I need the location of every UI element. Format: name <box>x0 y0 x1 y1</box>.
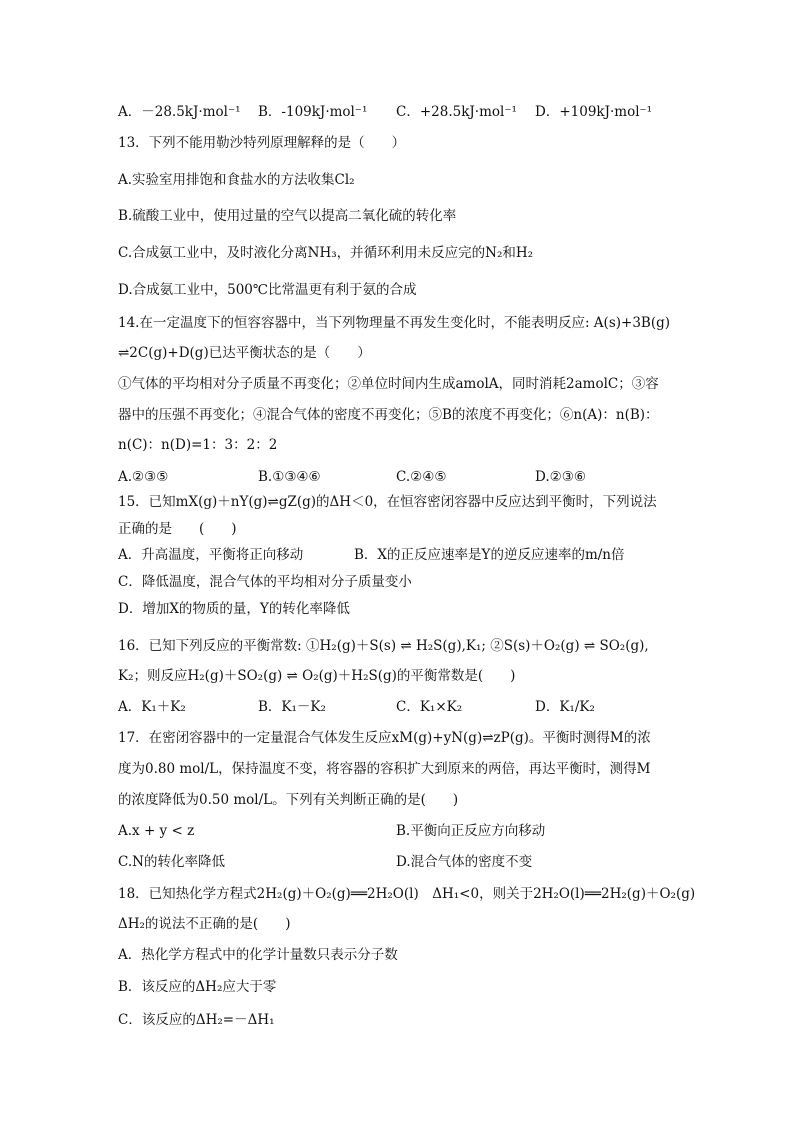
q13-option-b: B.硫酸工业中，使用过量的空气以提高二氧化硫的转化率 <box>118 208 457 224</box>
q16-stem-line-2: K₂；则反应H₂(g)＋SO₂(g) ⇌ O₂(g)＋H₂S(g)的平衡常数是( ) <box>118 668 516 684</box>
q16-option-b: B．K₁－K₂ <box>258 699 326 715</box>
q13-option-d: D.合成氨工业中，500℃比常温更有利于氨的合成 <box>118 282 417 298</box>
q15-option-d: D．增加X的物质的量，Y的转化率降低 <box>118 601 350 617</box>
q16-option-c: C．K₁×K₂ <box>396 699 463 715</box>
q14-option-a: A.②③⑤ <box>118 469 169 485</box>
q12-option-b: B．-109kJ·mol⁻¹ <box>258 104 368 120</box>
q18-stem-line-1: 18．已知热化学方程式2H₂(g)＋O₂(g)══2H₂O(l) ΔH₁<0，则关于2H₂O(l)══2H₂(g)＋O₂(g) <box>118 886 696 902</box>
q16-option-a: A．K₁＋K₂ <box>118 699 186 715</box>
q14-body-line-2: 器中的压强不再变化；④混合气体的密度不再变化；⑤B的浓度不再变化；⑥n(A)：n(B)： <box>118 407 659 423</box>
q14-option-d: D.②③⑥ <box>535 469 586 485</box>
q14-option-b: B.①③④⑥ <box>258 469 321 485</box>
q12-option-d: D．+109kJ·mol⁻¹ <box>535 104 653 120</box>
q15-option-a: A．升高温度，平衡将正向移动 <box>118 547 304 563</box>
q13-stem: 13．下列不能用勒沙特列原理解释的是（ ） <box>118 135 406 151</box>
q17-option-a: A.x + y < z <box>118 823 195 839</box>
q13-option-a: A.实验室用排饱和食盐水的方法收集Cl₂ <box>118 172 355 188</box>
q14-stem-line-1: 14.在一定温度下的恒容容器中，当下列物理量不再发生变化时，不能表明反应: A(s)+3B(g) <box>118 315 671 331</box>
q17-option-d: D.混合气体的密度不变 <box>396 854 533 870</box>
q17-option-b: B.平衡向正反应方向移动 <box>396 823 546 839</box>
q17-option-c: C.N的转化率降低 <box>118 854 225 870</box>
q15-option-c: C．降低温度，混合气体的平均相对分子质量变小 <box>118 574 412 590</box>
q16-option-d: D．K₁/K₂ <box>535 699 595 715</box>
q15-option-b: B．X的正反应速率是Y的逆反应速率的m/n倍 <box>354 547 625 563</box>
q17-stem-line-2: 度为0.80 mol/L，保持温度不变，将容器的容积扩大到原来的两倍，再达平衡时，测得M <box>118 761 651 777</box>
q15-stem-line-2: 正确的是 ( ) <box>118 521 237 537</box>
q18-option-b: B．该反应的ΔH₂应大于零 <box>118 979 277 995</box>
q15-stem-line-1: 15．已知mX(g)＋nY(g)⇌gZ(g)的ΔH＜0，在恒容密闭容器中反应达到平衡时，下列说法 <box>118 494 657 510</box>
q16-stem-line-1: 16．已知下列反应的平衡常数: ①H₂(g)＋S(s) ⇌ H₂S(g),K₁; ②S(s)＋O₂(g) ⇌ SO₂(g), <box>118 638 649 654</box>
q13-option-c: C.合成氨工业中，及时液化分离NH₃，并循环利用未反应完的N₂和H₂ <box>118 245 534 261</box>
q12-option-a: A．－28.5kJ·mol⁻¹ <box>118 104 241 120</box>
q14-stem-line-2: ⇌2C(g)+D(g)已达平衡状态的是（ ） <box>118 345 371 361</box>
q18-option-c: C．该反应的ΔH₂=－ΔH₁ <box>118 1012 275 1028</box>
q18-option-a: A．热化学方程式中的化学计量数只表示分子数 <box>118 947 398 963</box>
q12-option-c: C．+28.5kJ·mol⁻¹ <box>396 104 517 120</box>
q14-body-line-3: n(C)：n(D)=1：3：2：2 <box>118 437 278 453</box>
q18-stem-line-2: ΔH₂的说法不正确的是( ) <box>118 916 291 932</box>
q14-option-c: C.②④⑤ <box>396 469 447 485</box>
q17-stem-line-1: 17．在密闭容器中的一定量混合气体发生反应xM(g)+yN(g)⇌zP(g)。平衡时测得M的浓 <box>118 730 651 746</box>
q17-stem-line-3: 的浓度降低为0.50 mol/L。下列有关判断正确的是( ) <box>118 792 459 808</box>
q14-body-line-1: ①气体的平均相对分子质量不再变化；②单位时间内生成amolA，同时消耗2amolC；③容 <box>118 376 659 392</box>
